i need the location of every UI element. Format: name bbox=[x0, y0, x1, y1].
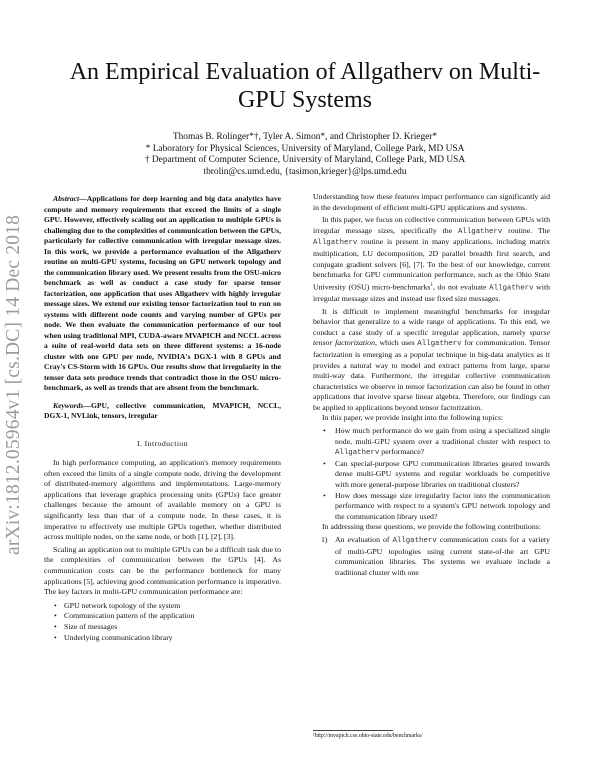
code-allgatherv: Allgatherv bbox=[392, 537, 437, 545]
section-heading-introduction: I. Introduction bbox=[136, 438, 189, 448]
list-item-text: GPU network topology of the system bbox=[64, 600, 181, 610]
author-emails: tbrolin@cs.umd.edu, {tasimon,krieger}@lps.umd.edu bbox=[203, 166, 407, 177]
text-run: , do not evaluate bbox=[432, 282, 490, 292]
footnote: ¹http://mvapich.cse.ohio-state.edu/benchmarks/ bbox=[313, 733, 423, 739]
list-item-text: Underlying communication library bbox=[64, 632, 173, 642]
list-item bbox=[323, 459, 550, 491]
list-item bbox=[321, 535, 550, 578]
bullet-icon: • bbox=[323, 490, 326, 500]
emphasis-text: sparse tensor factorization bbox=[313, 327, 550, 348]
keywords bbox=[44, 401, 281, 422]
keywords-text: —GPU, collective communication, MVAPICH, NCCL, DGX-1, NVLink, tensors, irregular bbox=[44, 400, 281, 420]
key-factors-list bbox=[44, 601, 281, 643]
bullet-icon: • bbox=[54, 632, 57, 642]
text-run: How much performance do we gain from using a specialized single node, multi-GPU system over a traditional cluster with respect to bbox=[335, 426, 550, 446]
intro-paragraph-1: In high performance computing, an application's memory requirements often exceed the limits of a single compute node, driving the development of distributed-memory algorithms and implementations. Large-memory applications that leverage graphics processing units (GPUs) face greater challenges because the amount of available memory on a GPU is significantly less than that of a compute node. In these cases, it is imperative to effectively use multiple GPUs together, whether distributed across multiple nodes, on the same node, or both [1], [2], [3]. bbox=[44, 458, 281, 542]
code-allgatherv: Allgatherv bbox=[335, 449, 380, 458]
text-run: In this paper, we focus on collective communication between GPUs with irregular message sizes, specifically the bbox=[313, 215, 550, 235]
contributions-list bbox=[313, 535, 550, 578]
text-run: with irregular message sizes and instead use fixed size messages. bbox=[313, 282, 551, 303]
code-allgatherv: Allgatherv bbox=[457, 227, 503, 236]
list-item bbox=[323, 426, 550, 459]
text-run: for communication. Tensor factorization is emerging as a popular technique in big-data analytics as it provides a natural way to model and extract patterns from large, sparse multi-way data. Furthermore, the irregular collective communication characteristics we observe in tensor factorization can also be found in other applications that involve sparse linear algebra. Therefore, our findings can be applied to applications beyond tensor factorization. bbox=[313, 338, 550, 412]
text-run: Can special-purpose GPU communication libraries geared towards dense multi-GPU systems and regular workloads be competitive with more general-purpose libraries on traditional clusters? bbox=[335, 458, 550, 490]
text-run: , which uses bbox=[374, 338, 418, 348]
list-item bbox=[323, 491, 550, 523]
intro-paragraph-2: Scaling an application out to multiple GPUs can be a difficult task due to the complexities of communication between the GPUs [4]. As communication costs can be the performance bottleneck for many applications [5], achieving good communication performance is imperative. The key factors in multi-GPU communication performance are: bbox=[44, 544, 281, 597]
bullet-icon: • bbox=[323, 426, 326, 436]
list-item bbox=[56, 611, 281, 622]
code-allgatherv: Allgatherv bbox=[489, 284, 534, 293]
author-block bbox=[60, 132, 550, 178]
list-item bbox=[56, 622, 281, 633]
code-allgatherv: Allgatherv bbox=[313, 239, 358, 248]
abstract-label: Abstract bbox=[53, 194, 80, 203]
affiliation-2: † Department of Computer Science, University of Maryland, College Park, MD USA bbox=[144, 155, 466, 166]
text-run: communication costs for a variety of multi-GPU topologies using current state-of-the art GPU communication libraries. The systems we evaluate include a traditional cluster with one bbox=[335, 535, 550, 577]
text-run: performance? bbox=[379, 447, 425, 457]
bullet-icon: • bbox=[54, 611, 57, 621]
affiliation-1: * Laboratory for Physical Sciences, University of Maryland, College Park, MD USA bbox=[145, 143, 465, 154]
list-item bbox=[56, 601, 281, 612]
footnote-divider bbox=[313, 730, 393, 731]
abstract bbox=[44, 194, 281, 394]
text-run: An evaluation of bbox=[335, 535, 393, 544]
right-column bbox=[313, 192, 550, 578]
text-run: routine is present in many applications, including matrix multiplication, LU decomposition, 2D parallel breadth first search, and conjugate gradient solvers [6], [7]. To the best of our knowledge, current benchmarks for GPU communication performance, such as the Ohio State University (OSU) micro-benchmarks bbox=[313, 237, 550, 292]
text-run: routine. The bbox=[502, 225, 550, 235]
list-item-text: Communication pattern of the application bbox=[64, 611, 195, 621]
footnote-marker: 1 bbox=[430, 282, 433, 288]
right-paragraph-2 bbox=[313, 307, 550, 414]
list-item bbox=[56, 633, 281, 644]
right-paragraph-1 bbox=[313, 215, 550, 304]
abstract-text: Applications for deep learning and big data analytics have compute and memory requirements that exceed the limits of a single GPU. However, effectively scaling out an application to multiple GPUs is challenging due to the complexities of communication between the GPUs, particularly for collective communication with irregular message sizes. In this work, we provide a performance evaluation of the Allgatherv routine on multi-GPU systems, focusing on GPU network topology and the communication library used. We present results from the OSU-micro benchmark as well as conduct a case study for sparse tensor factorization, one application that uses Allgatherv with highly irregular message sizes. We extend our existing tensor factorization tool to run on systems with different node counts and varying number of GPUs per node. We then evaluate the communication performance of our tool when using traditional MPI, CUDA-aware MVAPICH and NCCL across a suite of real-world data sets on three different systems: a 16-node cluster with one GPU per node, NVIDIA's DGX-1 with 8 GPUs and Cray's CS-Storm with 16 GPUs. Our results show that irregularity in the tensor data sets produce trends that contradict those in the OSU micro-benchmark, as well as trends that are absent from the benchmark. bbox=[44, 194, 281, 392]
bullet-icon: • bbox=[323, 458, 326, 468]
right-paragraph-0: Understanding how these features impact performance can significantly aid in the development of efficient multi-GPU applications and systems. bbox=[313, 192, 550, 212]
abstract-dash: — bbox=[79, 194, 87, 203]
questions-list bbox=[313, 426, 550, 522]
bullet-icon: • bbox=[54, 622, 57, 631]
paper-title: An Empirical Evaluation of Allgatherv on Multi-GPU Systems bbox=[69, 59, 541, 113]
keywords-label: Keywords bbox=[53, 400, 84, 410]
code-allgatherv: Allgatherv bbox=[417, 340, 462, 349]
author-names: Thomas B. Rolinger*†, Tyler A. Simon*, and Christopher D. Krieger* bbox=[172, 132, 438, 142]
right-paragraph-4: In addressing these questions, we provide the following contributions: bbox=[322, 522, 541, 532]
bullet-icon: • bbox=[54, 600, 57, 610]
text-run: How does message size irregularity factor into the communication performance with respect to a system's GPU network topology and the communication library used? bbox=[335, 490, 550, 521]
list-number: 1) bbox=[321, 535, 328, 544]
arxiv-stamp: arXiv:1812.05964v1 [cs.DC] 14 Dec 2018 bbox=[3, 214, 24, 556]
text-run: It is difficult to implement meaningful benchmarks for irregular behavior that generalize to a wide range of applications. To this end, we conduct a case study of a specific irregular application, namely bbox=[313, 306, 550, 337]
left-column bbox=[44, 194, 281, 643]
right-paragraph-3: In this paper, we provide insight into the following topics: bbox=[322, 413, 504, 423]
list-item-text: Size of messages bbox=[64, 622, 118, 631]
